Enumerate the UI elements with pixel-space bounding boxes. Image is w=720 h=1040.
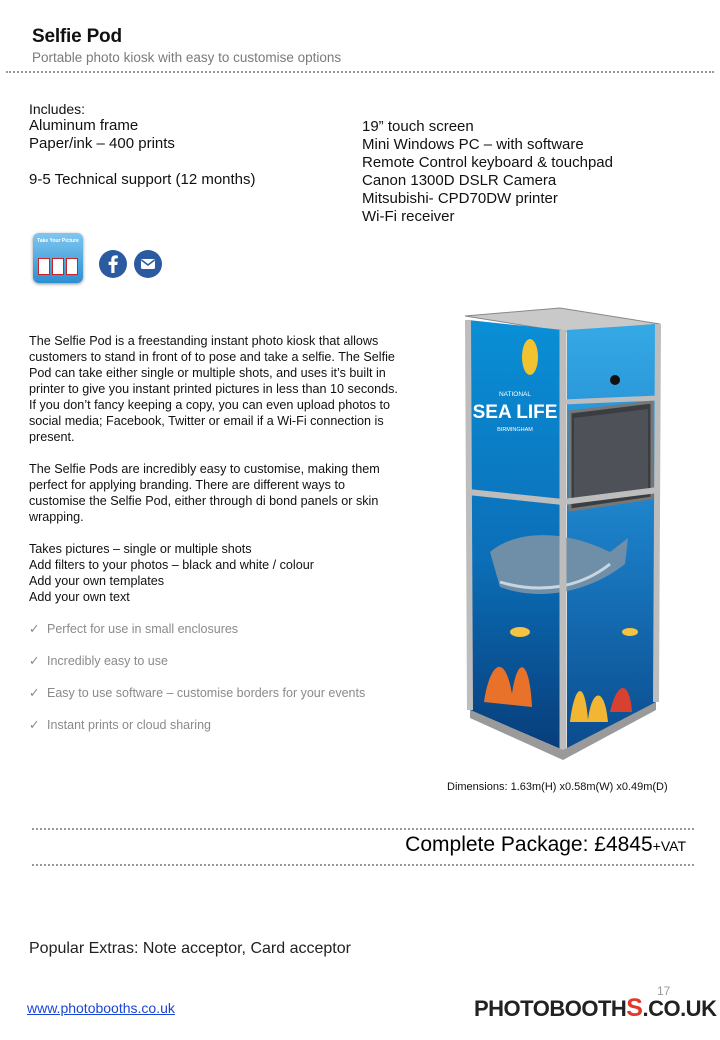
feature-list [29, 541, 401, 605]
photobooths-logo [474, 994, 716, 1023]
photo-strip-icon [66, 258, 78, 275]
includes-left-list [29, 117, 256, 189]
checklist-text: Perfect for use in small enclosures [47, 622, 239, 636]
checklist-text: Instant prints or cloud sharing [47, 718, 211, 732]
popular-extras: Popular Extras: Note acceptor, Card acceptor [29, 940, 351, 957]
kiosk-logo-main: SEA LIFE [472, 402, 558, 423]
email-icon [134, 250, 162, 278]
checkmark-icon: ✓ [29, 654, 40, 668]
checklist-text: Easy to use software – customise borders for your events [47, 686, 366, 700]
checklist-item [29, 621, 238, 636]
includes-label: Includes: [29, 101, 86, 117]
take-your-picture-app-icon [33, 233, 83, 283]
includes-item: Aluminum frame [29, 117, 139, 134]
package-label: Complete Package: £4845 [405, 833, 653, 856]
kiosk-logo-line1: NATIONAL [498, 391, 532, 398]
photo-strip-icon [52, 258, 64, 275]
includes-item: Wi-Fi receiver [362, 208, 455, 225]
page-number: 17 [657, 984, 671, 998]
feature-item: Add your own templates [29, 574, 165, 588]
page-title: Selfie Pod [32, 26, 122, 47]
includes-item: Paper/ink – 400 prints [29, 135, 175, 152]
includes-item: 19” touch screen [362, 118, 474, 135]
includes-item: Mitsubishi- CPD70DW printer [362, 190, 558, 207]
includes-item: 9-5 Technical support (12 months) [29, 171, 256, 188]
package-price [405, 833, 686, 857]
kiosk-logo-line2: BIRMINGHAM [497, 427, 533, 433]
checklist-item [29, 685, 365, 700]
brand-right: .CO.UK [642, 996, 717, 1021]
page-subtitle: Portable photo kiosk with easy to customise options [32, 50, 342, 65]
checklist-item [29, 653, 168, 668]
includes-item: Remote Control keyboard & touchpad [362, 154, 613, 171]
includes-item: Mini Windows PC – with software [362, 136, 584, 153]
description-paragraph: The Selfie Pod is a freestanding instant photo kiosk that allows customers to stand in front of to pose and take a selfie. The Selfie Pod can take either single or multiple shots, and uses it’s built in printer to give you instant printed pictures in less than 10 seconds. If you don’t fancy keeping a copy, you can even upload photos to social media; Facebook, Twitter or email if a Wi-Fi connection is present. [29, 334, 398, 444]
package-divider-top [32, 828, 694, 830]
feature-item: Add your own text [29, 590, 130, 604]
brand-left: PHOTOBOOTH [474, 996, 627, 1021]
website-link[interactable]: www.photobooths.co.uk [27, 1000, 175, 1016]
photo-strip-icon [38, 258, 50, 275]
checklist-item [29, 717, 211, 732]
package-vat: +VAT [652, 838, 686, 854]
includes-item: Canon 1300D DSLR Camera [362, 172, 557, 189]
feature-item: Takes pictures – single or multiple shots [29, 542, 252, 556]
selfie-pod-kiosk-image [460, 302, 670, 768]
checklist-text: Incredibly easy to use [47, 654, 168, 668]
header-divider [6, 71, 714, 73]
feature-item: Add filters to your photos – black and white / colour [29, 558, 314, 572]
package-divider-bottom [32, 864, 694, 866]
app-icon-caption: Take Your Picture [37, 238, 79, 244]
brand-s: S [626, 994, 643, 1022]
facebook-icon [99, 250, 127, 278]
checkmark-icon: ✓ [29, 686, 40, 700]
includes-right-list [362, 118, 613, 226]
customisation-paragraph: The Selfie Pods are incredibly easy to customise, making them perfect for applying branding. There are different ways to customise the Selfie Pod, either through di bond panels or skin wrapping. [29, 462, 380, 524]
checkmark-icon: ✓ [29, 718, 40, 732]
dimensions-caption: Dimensions: 1.63m(H) x0.58m(W) x0.49m(D) [447, 781, 668, 793]
includes-spacer [29, 153, 256, 171]
checkmark-icon: ✓ [29, 622, 40, 636]
